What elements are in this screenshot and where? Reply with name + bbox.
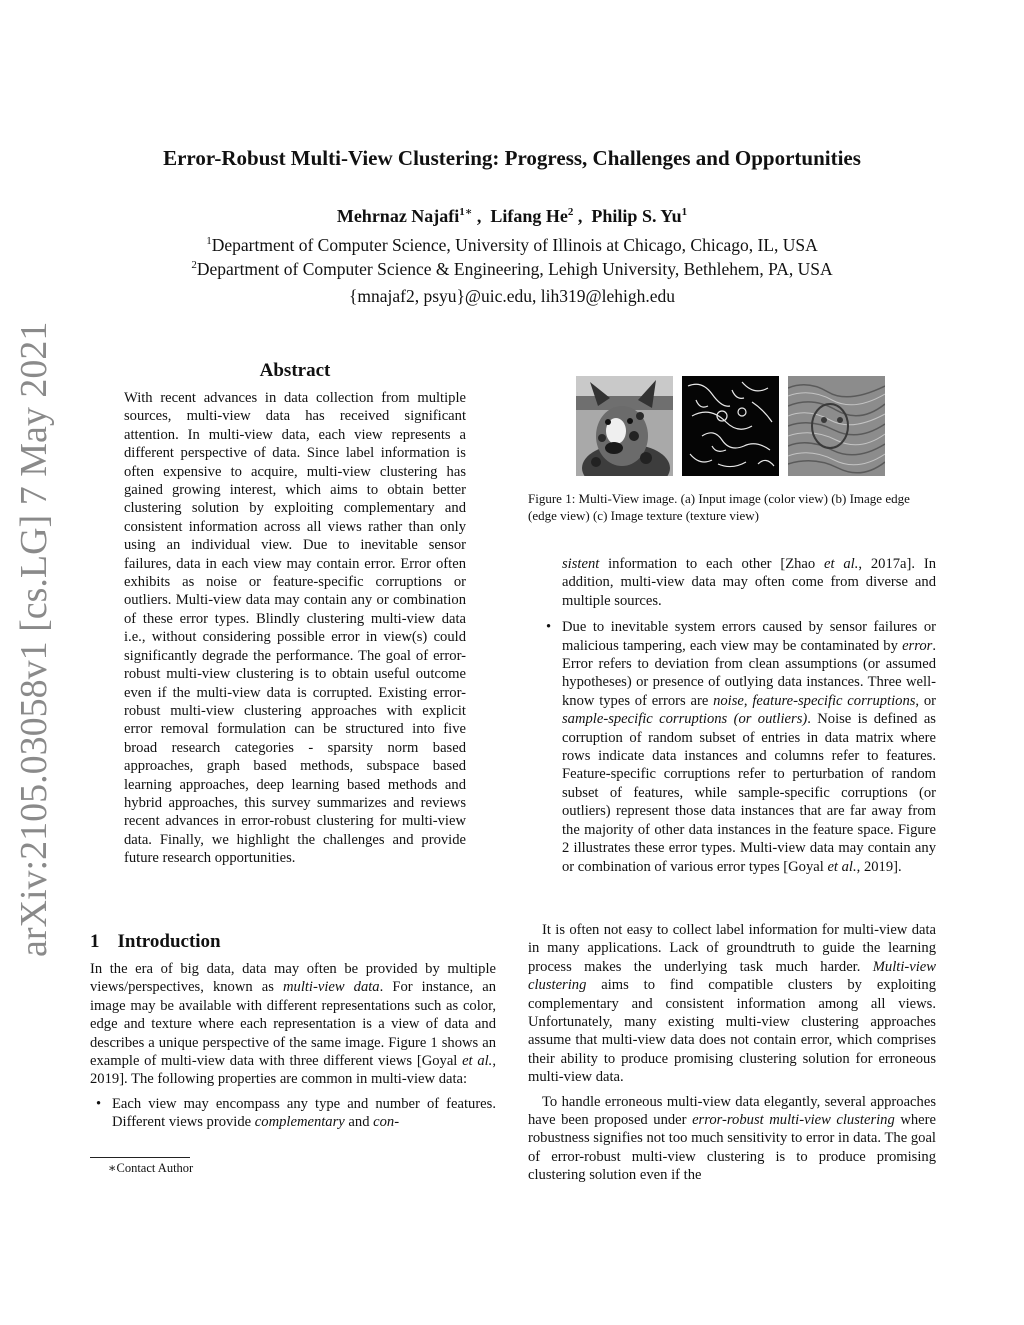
affiliation-text: Department of Computer Science & Engineering, Lehigh University, Bethlehem, PA, USA <box>196 259 833 279</box>
paragraph: To handle erroneous multi-view data elegantly, several approaches have been proposed under error-robust multi-view clustering where robustness signifies not too much sensitivity to error in data. The goal of error-robust multi-view clustering is to produce promising clustering solution even if the <box>528 1093 936 1184</box>
figure-caption: Figure 1: Multi-View image. (a) Input image (color view) (b) Image edge (edge view) (c) Image texture (texture view) <box>528 491 910 523</box>
affiliation-mark: 2 <box>191 259 197 272</box>
affiliation-text: Department of Computer Science, University of Illinois at Chicago, Chicago, IL, USA <box>211 235 818 255</box>
author-list: Mehrnaz Najafi$^{1∗}$ , Lifang He$^2$ , Philip S. Yu$^1$ <box>336 206 688 226</box>
right-column-text <box>528 921 936 1191</box>
paper-title: Error-Robust Multi-View Clustering: Progress, Challenges and Opportunities <box>163 146 861 170</box>
list-item-continuation: sistent information to each other [Zhao et al., 2017a]. In addition, multi-view data may often come from diverse and multiple sources. <box>562 556 937 609</box>
right-column-list <box>540 555 936 876</box>
paragraph: It is often not easy to collect label information for multi-view data in many applications. Lack of groundtruth to guide the learning process makes the underlying task much harder. Multi-view clustering aims to find compatible clusters by exploiting complementary and consistent information among all views. Unfortunately, many existing multi-view clustering approaches assume that multi-view data does not contain error, which comprises their ability to produce promising clustering solution for erroneous multi-view data. <box>528 922 936 1086</box>
author-name: Mehrnaz Najafi <box>336 206 460 226</box>
affiliation-2 <box>0 259 1024 280</box>
author-mark: 1 <box>681 206 688 218</box>
arxiv-side-banner: arXiv:2105.03058v1 [cs.LG] 7 May 2021 <box>13 321 55 957</box>
section-number: 1 <box>90 931 100 952</box>
author-mark: 2 <box>567 206 574 218</box>
author-emails: {mnajaf2, psyu}@uic.edu, lih319@lehigh.edu <box>348 286 676 306</box>
property-list <box>90 1095 496 1132</box>
affiliation-1 <box>0 235 1024 256</box>
edge-map-icon <box>682 376 779 476</box>
section-title: Introduction <box>117 931 221 952</box>
section-heading <box>90 931 239 953</box>
footnote: ∗Contact Author <box>108 1161 194 1175</box>
property-list <box>540 618 936 876</box>
author-name: Lifang He <box>490 206 568 226</box>
intro-text <box>90 960 496 1132</box>
author-name: Philip S. Yu <box>591 206 682 226</box>
figure-1 <box>576 376 886 476</box>
author-mark: 1∗ <box>459 206 473 218</box>
texture-map-icon <box>788 376 885 476</box>
list-item: • Due to inevitable system errors caused by sensor failures or malicious tampering, each view may be contaminated by error. Error refers to deviation from clean assumptions (or assumed hypotheses) or presence of outlying data instances. Three well-know types of errors are noise, feature-specific corruptions, or sample-specific corruptions (or outliers). Noise is defined as corruption of random subset of entries in data matrix where rows indicate data instances and columns refer to features. Feature-specific corruptions refer to perturbation of random subset of features, while sample-specific corruptions (or outliers) represent those data instances that are far away from the majority of other data instances in the feature space. Figure 2 illustrates these error types. Multi-view data may contain any or combination of various error types [Goyal et al., 2019]. <box>540 618 936 876</box>
abstract-text: With recent advances in data collection from multiple sources, multi-view data has received significant attention. In multi-view data, each view represents a different perspective of data. Since label information is often expensive to acquire, multi-view clustering has gained growing interest, which aims to obtain better clustering solution by exploiting complementary and consistent information across all views rather than only using an individual view. Due to inevitable sensor failures, data in each view may contain error. Error often exhibits as noise or feature-specific corruptions or outliers. Multi-view data may contain any or combination of these error types. Blindly clustering multi-view data i.e., without considering possible error in view(s) could significantly degrade the performance. The goal of error-robust multi-view clustering is to obtain useful outcome even if the multi-view data is corrupted. Existing error-robust multi-view clustering approaches with explicit error removal formulation can be structured into five broad research categories - sparsity norm based approaches, graph based methods, subspace based learning approaches, deep learning based methods and hybrid approaches, this survey summarizes and reviews recent advances in error-robust clustering for multi-view data. Finally, we highlight the challenges and provide future research opportunities. <box>124 390 466 867</box>
abstract-heading: Abstract <box>259 360 331 381</box>
affiliation-mark: 1 <box>206 235 212 248</box>
intro-paragraph: In the era of big data, data may often be provided by multiple views/perspectives, known as multi-view data. For instance, an image may be available with different representations such as color, edge and texture where each representation is a view of data and describes a unique perspective of the same image. Figure 1 shows an example of multi-view data with three different views [Goyal et al., 2019]. The following properties are common in multi-view data: <box>90 961 496 1088</box>
footnote-rule <box>90 1157 190 1158</box>
dog-photo-icon <box>576 376 673 476</box>
list-item: • Each view may encompass any type and number of features. Different views provide complementary and con- <box>90 1095 496 1132</box>
